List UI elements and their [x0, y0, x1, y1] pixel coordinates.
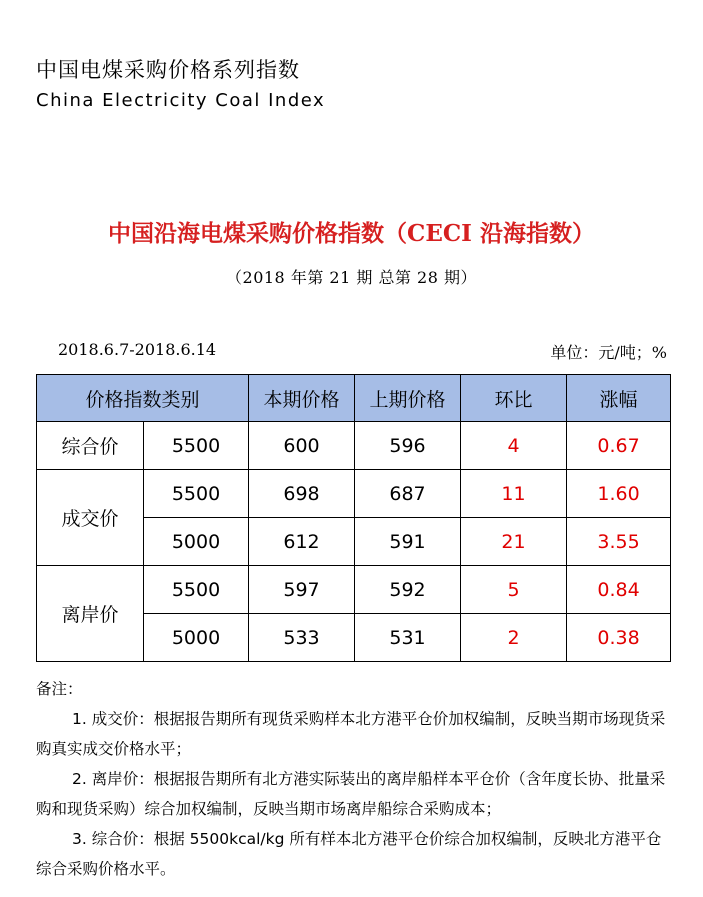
change-cell: 21 — [461, 518, 567, 566]
table-header-row — [37, 375, 671, 422]
col-header-current: 本期价格 — [249, 375, 355, 422]
current-price-cell: 698 — [249, 470, 355, 518]
grade-cell: 5000 — [144, 518, 249, 566]
current-price-cell: 612 — [249, 518, 355, 566]
series-name-en: China Electricity Coal Index — [36, 90, 326, 111]
unit-label: 单位：元/吨；% — [550, 343, 667, 362]
col-header-change: 环比 — [461, 375, 567, 422]
grade-cell: 5500 — [144, 422, 249, 470]
report-period: 2018.6.7-2018.6.14 — [58, 340, 217, 359]
series-name-cn: 中国电煤采购价格系列指数 — [36, 58, 300, 82]
pct-cell: 3.55 — [567, 518, 671, 566]
pct-cell: 0.84 — [567, 566, 671, 614]
pct-cell: 1.60 — [567, 470, 671, 518]
table-row — [37, 566, 671, 614]
issue-number: （2018 年第 21 期 总第 28 期） — [226, 268, 477, 287]
grade-cell: 5000 — [144, 614, 249, 662]
table-row — [37, 470, 671, 518]
current-price-cell: 600 — [249, 422, 355, 470]
group-label-fob: 离岸价 — [37, 566, 144, 662]
group-label-transaction: 成交价 — [37, 470, 144, 566]
price-index-table — [36, 374, 671, 662]
notes-heading: 备注： — [36, 680, 83, 698]
index-title: 中国沿海电煤采购价格指数（CECI 沿海指数） — [108, 220, 595, 247]
change-cell: 5 — [461, 566, 567, 614]
previous-price-cell: 687 — [355, 470, 461, 518]
notes-section — [36, 674, 672, 884]
previous-price-cell: 596 — [355, 422, 461, 470]
col-header-pct: 涨幅 — [567, 375, 671, 422]
current-price-cell: 597 — [249, 566, 355, 614]
note-item: 3. 综合价：根据 5500kcal/kg 所有样本北方港平仓价综合加权编制，反映北方港平仓综合采购价格水平。 — [36, 830, 662, 878]
note-item: 1. 成交价：根据报告期所有现货采购样本北方港平仓价加权编制，反映当期市场现货采购真实成交价格水平； — [36, 710, 666, 758]
previous-price-cell: 531 — [355, 614, 461, 662]
change-cell: 4 — [461, 422, 567, 470]
col-header-category: 价格指数类别 — [37, 375, 249, 422]
change-cell: 11 — [461, 470, 567, 518]
previous-price-cell: 592 — [355, 566, 461, 614]
note-item: 2. 离岸价：根据报告期所有北方港实际装出的离岸船样本平仓价（含年度长协、批量采购和现货采购）综合加权编制，反映当期市场离岸船综合采购成本； — [36, 770, 666, 818]
col-header-previous: 上期价格 — [355, 375, 461, 422]
previous-price-cell: 591 — [355, 518, 461, 566]
pct-cell: 0.38 — [567, 614, 671, 662]
table-row — [37, 422, 671, 470]
grade-cell: 5500 — [144, 470, 249, 518]
current-price-cell: 533 — [249, 614, 355, 662]
pct-cell: 0.67 — [567, 422, 671, 470]
change-cell: 2 — [461, 614, 567, 662]
group-label-composite: 综合价 — [37, 422, 144, 470]
grade-cell: 5500 — [144, 566, 249, 614]
